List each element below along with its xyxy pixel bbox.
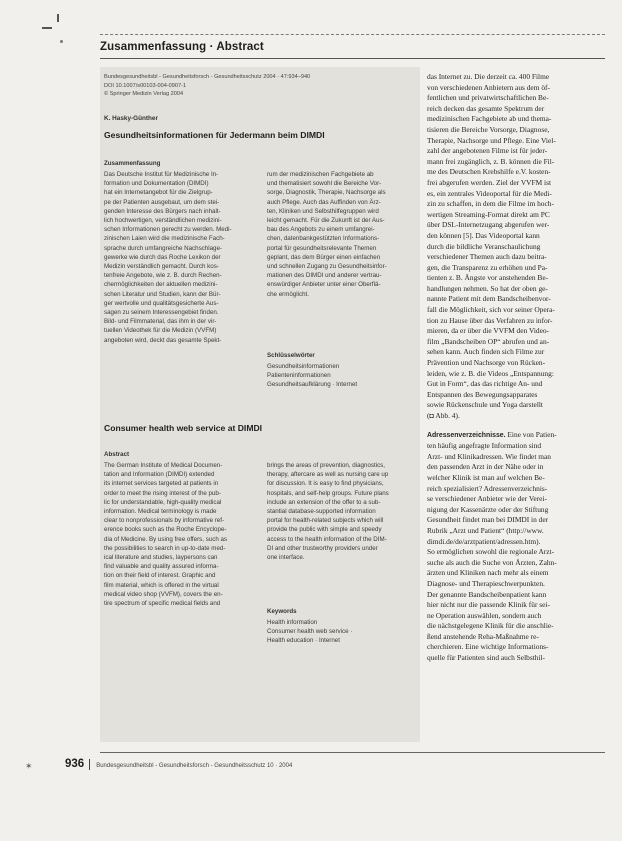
text-line: portal for health-related subjects which will [267,517,384,525]
text-line: nannte Patient mit dem Bandscheibenvor- [427,294,551,304]
text-line: geplant, das dem Bürger einen einfachen [267,253,381,261]
text-line: den passenden Arzt in der Nähe oder in [427,462,544,472]
text-line: tion on their field of interest. Graphic and [104,572,216,580]
text-line: Diagnose- und Therapieschwerpunkten. [427,578,545,588]
text-line: sorge, Diagnostik, Therapie, Nachsorge als [267,189,386,197]
text-line: hier nicht nur die passende Klinik für sei- [427,600,550,610]
copyright-line: © Springer Medizin Verlag 2004 [104,91,184,98]
text-line: von verschiedenen Anbietern aus dem öf- [427,82,550,92]
text-line: sehen kann. Auch finden sich Filme zur [427,347,545,357]
text-line: film „Bandscheiben OP“ abrufen und an- [427,336,550,346]
text-line: include an extension of the offer to a sub- [267,498,381,506]
text-line: chen, datenbankgestützten Informations- [267,235,380,243]
text-line: The German Institute of Medical Documen- [104,462,223,469]
text-line: stantial database-supported information [267,508,376,516]
text-line: one interface. [267,554,305,562]
body-text-column [427,72,607,664]
text-line: access to the health information of the DIM- [267,535,387,543]
text-line: Entspannen des Bewegungsapparates [427,389,538,399]
text-line: ten häufig angefragte Information sind [427,441,542,451]
doi-line: DOI 10.1007/s00103-004-0907-1 [104,82,187,89]
text-line: quelle für Patienten sind auch Selbsthil- [427,653,546,663]
german-abstract-heading: Zusammenfassung [104,160,161,167]
text-line: find valuable and quality assured informa- [104,563,219,571]
text-line: clear to nonprofessionals by informative ref- [104,517,225,525]
page-footer [65,758,605,770]
text-line: tenfreie Angebote, wie z. B. durch Rechen- [104,272,222,280]
citation-line: Bundesgesundheitsbl - Gesundheitsforsch - Gesundheitsschutz 2004 · 47:934–940 [104,74,311,80]
text-line: ßend anstehende Reha-Maßnahme re- [427,631,539,641]
scan-artifact [57,14,59,22]
text-line: handlungen nehmen. So hat der oben ge- [427,283,548,293]
text-line: suche als auch die Suche von Ärzten, Zahn- [427,557,557,567]
author-name: K. Hasky-Günther [104,115,158,122]
text-line: bau des Angebots zu einem umfangrei- [267,226,375,234]
text-line: Therapie, Nachsorge und Pflege. Eine Viel- [427,135,556,145]
text-line: therapy, aftercare as well as nursing care up [267,471,389,479]
text-line: genden Interesse des Bürgers nach inhalt- [104,207,221,215]
english-keywords-heading: Keywords [267,608,297,615]
text-line: (◘ Abb. 4). [427,411,460,420]
footer-rule [100,752,605,753]
scan-artifact [60,40,63,43]
text-line: verschiedener Themen auch dazu beitra- [427,252,547,262]
text-line: gen, die Transparenz zu erhöhen und Pa- [427,262,548,272]
text-line: provide the public with simple and speedy [267,526,382,534]
text-line: nigung der Kassenärzte oder der Stiftung [427,504,549,514]
text-line: the possibilities to search in up-to-date med- [104,544,226,552]
text-line: Der genannte Bandscheibenpatient kann [427,589,547,599]
text-line: enswürdiger Anbieter unter einer Oberflä- [267,281,381,289]
text-line: die nächstgelegene Klinik für die anschlie- [427,621,554,631]
section-first-line [427,430,607,442]
text-line: zahl der angebotenen Filme ist für jeder- [427,146,548,156]
text-line: leicht gemacht. Für die Zukunft ist der Aus- [267,217,385,225]
page-number: 936 [65,758,85,770]
text-line: erence books such as the Roche Encyclope- [104,526,227,534]
text-line: sprache durch umfangreiche Nachschlage- [104,244,222,252]
journal-citation: Bundesgesundheitsbl - Gesundheitsforsch - Gesundheitsschutz 10 · 2004 [96,763,293,769]
text-line: das Internet zu. Die derzeit ca. 400 Filme [427,72,550,81]
english-abstract-left [104,461,259,608]
text-line: und schnellen Zugang zu Gesundheitsinfor- [267,263,387,271]
english-abstract-right [267,461,417,562]
text-line: Arzt- und Klinikadressen. Wie findet man [427,451,551,461]
text-line: es, ein zentrales Videoportal für die Medi- [427,188,552,198]
keyword-line: Gesundheitsaufklärung · Internet [267,381,358,389]
text-line: its internet services targeted at patients in [104,480,219,488]
scan-artifact: ✶ [25,762,33,772]
text-line: mieren, da er über die VVFM den Video- [427,326,550,336]
text-line: den können [5]. Das Videoportal kann [427,230,540,240]
header-underline [100,58,605,59]
text-line: DI and other trustworthy providers under [267,544,378,552]
text-line: rum der medizinischen Fachgebiete ab [267,171,374,178]
text-line: medizinischen Fachgebiete ab und thema- [427,114,552,124]
text-line: tion zu Hause über das Verfahren zu infor- [427,315,553,325]
text-line: sagen zu seinem Interessengebiet finden. [104,309,219,317]
text-line: mationen des DIMDI und anderer vertrau- [267,272,382,280]
text-line: tienten z. B. Ängste vor anstehenden Be- [427,273,549,283]
text-line: hat ein Internetangebot für die Zielgrup- [104,189,213,197]
text-line: frei abgerufen werden. Ziel der VVFM ist [427,177,552,187]
keyword-line: Consumer health web service · [267,628,353,636]
text-line: information. Medical terminology is made [104,508,217,516]
text-line: order to meet the rising interest of the pub- [104,489,221,497]
german-keywords-heading: Schlüsselwörter [267,352,315,359]
text-line: dia of Medicine. By using free offers, such as [104,535,228,543]
text-line: welcher Klinik ist man auf welchen Be- [427,472,545,482]
text-line: Gesundheit findet man bei DIMDI in der [427,515,549,525]
text-line: che ermöglicht. [267,290,309,298]
text-line: ten, Kliniken und Selbsthilfegruppen wird [267,207,379,215]
text-line: formation und Dokumentation (DIMDI) [104,180,209,188]
text-line: Rubrik „Arzt und Patient“ (http://www. [427,525,544,535]
text-line: me des Deutschen Krebshilfe e.V. kosten- [427,167,551,177]
text-line: und thematisiert sowohl die Bereiche Vor- [267,180,382,188]
text-line: hospitals, and self-help groups. Future plans [267,489,389,497]
text-line: film material, which is offered in the virtual [104,581,219,589]
text-line: Medizin verständlich gemacht. Durch kos- [104,263,219,271]
text-line: auch Pflege. Auch das Auffinden von Ärz- [267,198,381,206]
english-keywords [267,618,417,646]
text-line: sowie Rückenschule und Yoga darstellt [427,400,543,410]
german-keywords [267,362,417,390]
text-line: Gut in Form“, das das richtige An- und [427,379,543,389]
text-line: leiden, wie z. B. die Videos „Entspannung: [427,368,554,378]
text-line: brings the areas of prevention, diagnostics, [267,462,385,469]
text-line: for discussion. It is easy to find physicians, [267,480,384,488]
header-rule [100,34,605,35]
german-abstract-right [267,170,417,299]
keyword-line: Health education · Internet [267,637,340,645]
text-line: fentlichen und privatwirtschaftlichen Be- [427,93,549,103]
english-abstract-heading: Abstract [104,451,130,458]
text-line: tire spectrum of specific medical fields and [104,600,221,608]
text-line: schen Literatur und Studien, kann der Bür- [104,290,221,298]
text-line: cherchieren. Eine wichtige Informations- [427,642,549,652]
section-run-in-heading: Adressenverzeichnisse. [427,431,506,439]
keyword-line: Patienteninformationen [267,372,331,380]
text-line: chermöglichkeiten der aktuellen medizini- [104,281,218,289]
text-line: ger wertvolle und qualitätsgesicherte Aus- [104,299,219,307]
text-line: zin zu schaffen, in dem die Filme im hoch- [427,199,554,209]
text-line: Prävention und Nachsorge von Rücken- [427,358,546,368]
text-line: se verschiedener Anbieter wie der Verei- [427,494,547,504]
text-line: Das Deutsche Institut für Medizinische In- [104,171,219,178]
text-line: lich hochwertigen, verständlichen medizini- [104,217,222,225]
text-line: fall die Möglichkeit, sich vor seiner Opera- [427,305,555,315]
section-header: Zusammenfassung · Abstract [100,41,264,53]
text-line: angeboten wird, deckt das gesamte Spekt- [104,336,222,344]
scan-artifact [42,27,52,29]
keyword-line: Gesundheitsinformationen [267,363,340,370]
text-line: tuellen Videothek für die Medizin (VVFM) [104,327,217,335]
text-line: lic for understandable, high-quality medical [104,498,222,506]
text-line: ärzten und Kliniken nach mehr als einem [427,568,549,578]
text-line: pe der Patienten ausgebaut, um dem stei- [104,198,220,206]
text-line: dimdi.de/de/arztpatient/adressen.htm). [427,536,541,546]
text-line: über DSL-Internetzugang abgerufen wer- [427,220,550,230]
text-line: durch die bildliche Veranschaulichung [427,241,541,251]
text-line: schen Informationen gerecht zu werden. Medi- [104,226,232,234]
text-line: ne Operation auswählen, sondern auch [427,610,542,620]
text-line: ical literature and studies, laypersons can [104,554,218,562]
text-line: tisieren die Bereiche Vorsorge, Diagnose, [427,124,550,134]
english-title: Consumer health web service at DIMDI [104,423,263,433]
text-line: mann frei zugänglich, z. B. können die Fil- [427,156,555,166]
text-line: gewerke wie durch das Roche Lexikon der [104,253,221,261]
german-abstract-left [104,170,259,345]
text-line: portal für gesundheitsrelevante Themen [267,244,377,252]
text-line: tation and Information (DIMDI) extended [104,471,215,479]
text-line: Bild- und Filmmaterial, das ihm in der vir- [104,318,217,326]
section-first-line-rest: Eine von Patien- [505,429,557,439]
text-line: zinischen Laien wird die medizinische Fach- [104,235,225,243]
paragraph-gap [427,422,607,430]
text-line: medical video shop (VVFM), covers the en- [104,590,223,598]
text-line: reich decken das gesamte Spektrum der [427,103,545,113]
text-line: So ermöglichen sowohl die regionale Arzt- [427,547,555,557]
keyword-line: Health information [267,619,318,626]
footer-divider [89,759,90,770]
german-title: Gesundheitsinformationen für Jedermann beim DIMDI [104,130,325,140]
citation-block [104,73,416,99]
text-line: wertigen Streaming-Format direkt am PC [427,209,550,219]
text-line: reich spezialisiert? Adressenverzeichnis- [427,483,548,493]
